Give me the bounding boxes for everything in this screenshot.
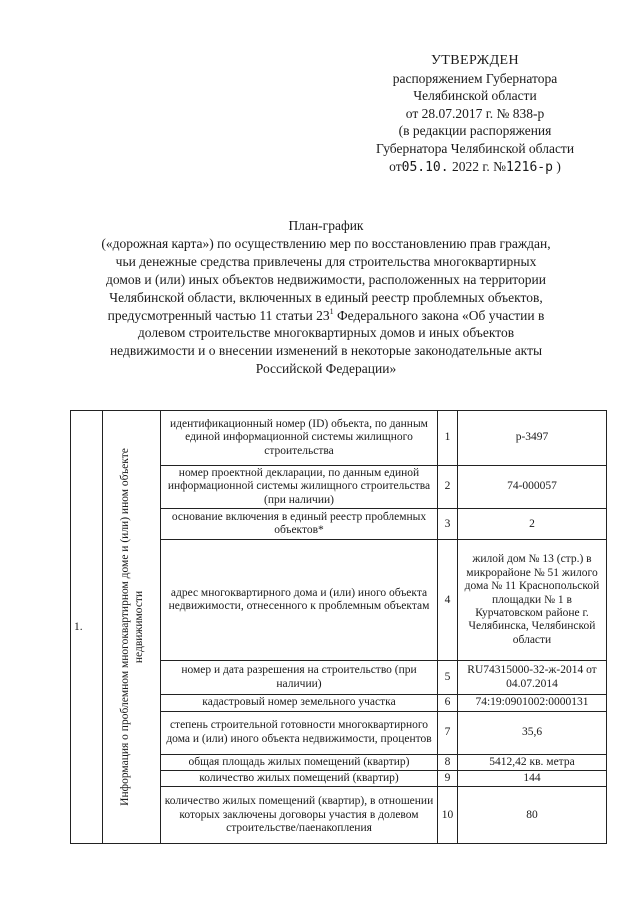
plan-table [70,410,607,844]
row-code: 6 [438,695,458,711]
row-value: 74-000057 [458,466,607,509]
title-line-6 [50,307,602,325]
row-value: 74:19:0901002:0000131 [458,695,607,711]
row-label: основание включения в единый реестр проблемных объектов* [161,509,438,540]
title-line-5: Челябинской области, включенных в единый реестр проблемных объектов, [109,289,543,305]
row-value: 2 [458,509,607,540]
title-line-6-start: предусмотренный частью 11 статьи 23 [107,307,330,323]
row-label: количество жилых помещений (квартир), в отношении которых заключены договоры участия в долевом строительстве/паенакопления [161,787,438,844]
row-code: 3 [438,509,458,540]
approval-heading: УТВЕРЖДЕН [430,53,519,68]
section-label-cell [103,411,161,844]
row-value: жилой дом № 13 (стр.) в микрорайоне № 51 жилого дома № 11 Краснопольской площадки № 1 в Курчатовском районе г. Челябинска, Челябинской области [458,540,607,661]
approval-line-3: от 28.07.2017 г. № 838-р [405,105,545,121]
approval-line-5: Губернатора Челябинской области [375,140,575,156]
row-code: 1 [438,411,458,466]
section-label [118,448,146,806]
amendment-date: 05.10. [401,159,449,175]
title-line-3: чьи денежные средства привлечены для строительства многоквартирных [115,253,537,269]
row-code: 8 [438,754,458,770]
section-label-line-2: недвижимости [132,591,145,664]
document-title [50,217,602,378]
row-label: общая площадь жилых помещений (квартир) [161,754,438,770]
title-line-8: недвижимости и о внесении изменений в некоторые законодательные акты [109,343,543,359]
title-line-2: («дорожная карта») по осуществлению мер по восстановлению прав граждан, [101,235,551,251]
row-code: 7 [438,711,458,754]
title-superscript: 1 [329,306,334,316]
row-value: 35,6 [458,711,607,754]
title-line-4: домов и (или) иных объектов недвижимости, расположенных на территории [106,271,546,287]
amendment-number: 1216-р [506,159,553,175]
row-value: RU74315000-32-ж-2014 от 04.07.2014 [458,661,607,695]
row-value: 5412,42 кв. метра [458,754,607,770]
approval-line-4: (в редакции распоряжения [398,123,552,139]
title-line-9: Российской Федерации» [255,361,397,377]
approval-line-2: Челябинской области [413,88,537,104]
approval-amendment-line [355,158,595,177]
title-line-1: План-график [288,218,364,233]
row-code: 10 [438,787,458,844]
table-row [71,411,607,466]
row-code: 5 [438,661,458,695]
row-code: 4 [438,540,458,661]
row-value: 80 [458,787,607,844]
approval-line-1: распоряжением Губернатора [392,70,558,86]
row-label: номер и дата разрешения на строительство (при наличии) [161,661,438,695]
section-label-line-1: Информация о проблемном многоквартирном доме и (или) ином объекте [118,448,131,807]
approval-stamp [355,52,595,176]
row-label: степень строительной готовности многоквартирного дома и (или) иного объекта недвижимости, процентов [161,711,438,754]
row-label: идентификационный номер (ID) объекта, по данным единой информационной системы жилищного строительства [161,411,438,466]
row-value: р-3497 [458,411,607,466]
row-number: 1. [71,411,103,844]
amendment-prefix: от [389,158,402,174]
row-label: адрес многоквартирного дома и (или) иного объекта недвижимости, отнесенного к проблемным объектам [161,540,438,661]
row-label: количество жилых помещений (квартир) [161,771,438,787]
row-label: кадастровый номер земельного участка [161,695,438,711]
amendment-suffix: ) [556,158,561,174]
row-value: 144 [458,771,607,787]
amendment-year: 2022 г. № [451,158,506,174]
row-code: 2 [438,466,458,509]
title-line-7: долевом строительстве многоквартирных домов и иных объектов [137,325,515,341]
row-code: 9 [438,771,458,787]
title-line-6-end: Федерального закона «Об участии в [333,307,545,323]
row-label: номер проектной декларации, по данным единой информационной системы жилищного строительства (при наличии) [161,466,438,509]
